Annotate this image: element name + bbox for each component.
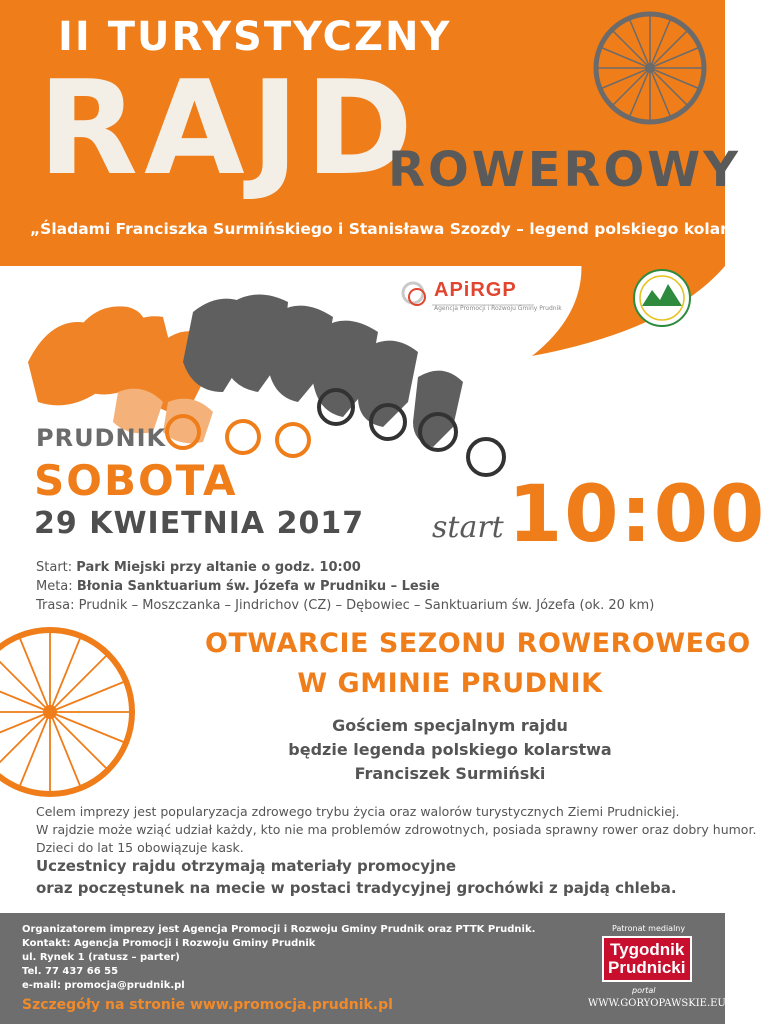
pttk-logo-icon [632,268,692,328]
info-meta [36,579,440,594]
info-trasa-label: Trasa: [36,598,75,613]
media-patronage-label: Patronat medialny [612,924,686,933]
info-trasa-value: Prudnik – Moszczanka – Jindrichov (CZ) – Dębowiec – Sanktuarium św. Józefa (ok. 20 km) [78,598,655,613]
info-meta-value: Błonia Sanktuarium św. Józefa w Prudniku – Lesie [76,579,440,594]
event-day: SOBOTA [34,456,238,505]
participants-info-line-2: oraz poczęstunek na mecie w postaci tradycyjnej grochówki z pajdą chleba. [36,879,677,897]
description-line-3: Dzieci do lat 15 obowiązuje kask. [36,840,244,855]
event-city: PRUDNIK [36,424,167,452]
description-line-2: W rajdzie może wziąć udział każdy, kto nie ma problemów zdrowotnych, posiada sprawny rower oraz dobry humor. [36,822,757,837]
title-main: RAJD [38,52,419,204]
portal-label: portal [632,986,656,995]
footer-organizer: Organizatorem imprezy jest Agencja Promocji i Rozwoju Gminy Prudnik oraz PTTK Prudnik. [22,924,536,935]
participants-info-line-1: Uczestnicy rajdu otrzymają materiały promocyjne [36,857,457,875]
info-start [36,560,361,575]
bicycle-wheel-icon [590,8,710,128]
season-heading-line2: W GMINIE PRUDNIK [297,668,603,699]
start-time: 10:00 [508,470,767,560]
title-edition: II TURYSTYCZNY [58,14,452,60]
subtitle: „Śladami Franciszka Surmińskiego i Stanisława Szozdy – legend polskiego kolarstwa” [30,220,779,238]
description-line-1: Celem imprezy jest popularyzacja zdrowego trybu życia oraz walorów turystycznych Ziemi Prudnickiej. [36,804,680,819]
info-start-value: Park Miejski przy altanie o godz. 10:00 [76,560,361,575]
guest-line-1: Gościem specjalnym rajdu [332,716,568,735]
info-meta-label: Meta: [36,579,73,594]
cyclists-illustration [18,282,508,482]
footer-website-link[interactable]: Szczegóły na stronie www.promocja.prudnik.pl [22,997,393,1013]
portal-url-link[interactable]: WWW.GORYOPAWSKIE.EU [588,998,726,1009]
footer-contact: Kontakt: Agencja Promocji i Rozwoju Gminy Prudnik [22,938,316,949]
start-label: start [432,510,504,545]
footer-phone: Tel. 77 437 66 55 [22,966,119,977]
guest-line-3: Franciszek Surmiński [354,764,546,783]
apirgp-logo-text: APiRGP [434,279,517,301]
title-word: ROWEROWY [388,142,741,198]
footer-address: ul. Rynek 1 (ratusz – parter) [22,952,180,963]
guest-line-2: będzie legenda polskiego kolarstwa [288,740,612,759]
apirgp-logo-subtext: Agencja Promocji i Rozwoju Gminy Prudnik [434,305,562,312]
tygodnik-logo-text-2: Prudnicki [608,958,686,977]
bicycle-wheel-icon [0,622,140,802]
season-heading-line1: OTWARCIE SEZONU ROWEROWEGO [205,628,751,659]
tygodnik-logo-text-1: Tygodnik [610,940,685,959]
info-start-label: Start: [36,560,73,575]
footer-email[interactable]: e-mail: promocja@prudnik.pl [22,980,185,991]
info-trasa [36,598,654,613]
event-date: 29 KWIETNIA 2017 [34,506,365,541]
